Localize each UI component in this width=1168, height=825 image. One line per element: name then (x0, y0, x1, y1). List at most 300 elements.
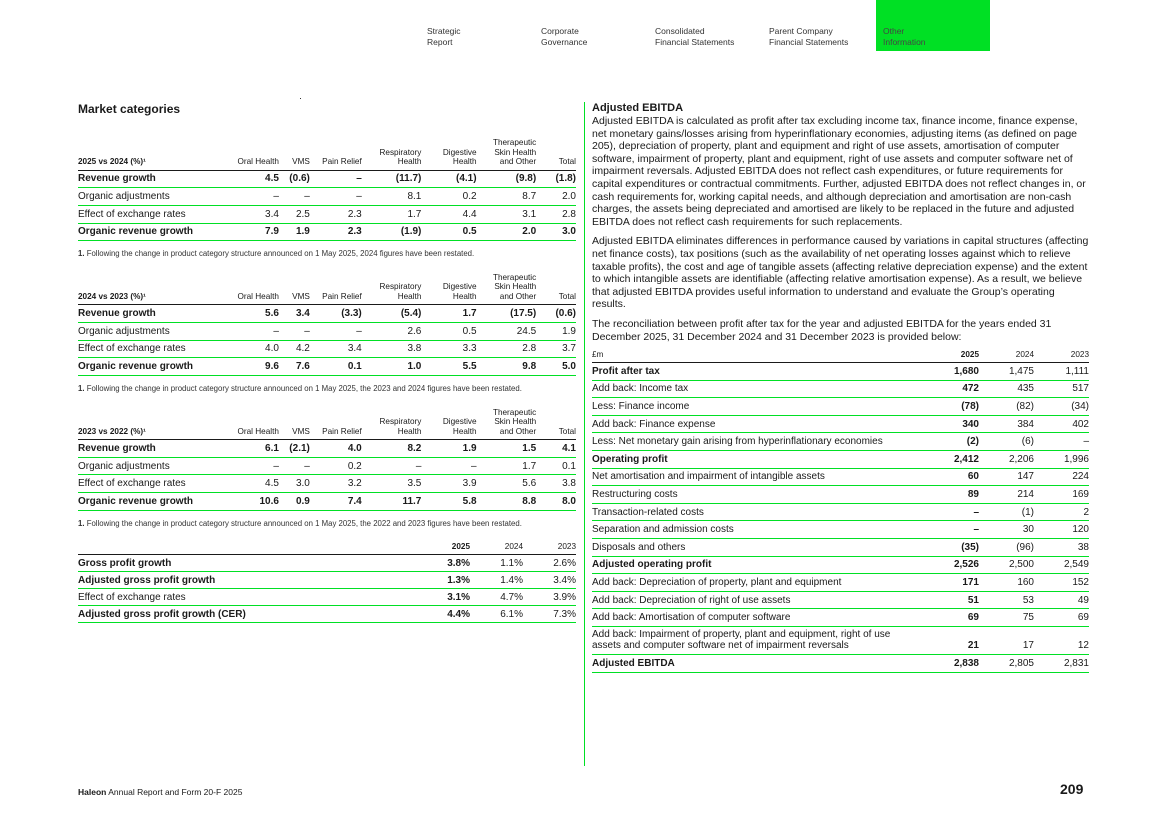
table-row (78, 440, 576, 458)
cell-value: 2.8 (536, 205, 576, 223)
table-row (592, 398, 1089, 416)
cell-value: 38 (1034, 539, 1089, 557)
table-row (592, 433, 1089, 451)
cell-value: 1,996 (1034, 451, 1089, 469)
column-header: Respiratory Health (362, 273, 422, 305)
cell-value: 2,206 (979, 451, 1034, 469)
cell-value: 11.7 (362, 493, 422, 511)
cell-value: 3.0 (279, 475, 310, 493)
table-row (592, 521, 1089, 539)
row-label (592, 451, 922, 469)
cell-value: – (922, 503, 979, 521)
cell-value: – (205, 188, 279, 206)
column-header: VMS (279, 138, 310, 170)
table-period-label: 2024 vs 2023 (%)¹ (78, 273, 205, 305)
row-label-line: Net amortisation and impairment of intangible assets (592, 471, 825, 483)
cell-value: 0.5 (421, 322, 476, 340)
row-label: Revenue growth (78, 170, 205, 188)
footnote-text: Following the change in product category structure announced on 1 May 2025, the 2022 and 2023 figures have been restated. (86, 518, 522, 528)
row-label: Effect of exchange rates (78, 205, 205, 223)
cell-value: 2,526 (922, 556, 979, 574)
row-label-line: Add back: Depreciation of property, plant and equipment (592, 577, 842, 589)
year-header: 2024 (979, 350, 1034, 363)
nav-tab-strategic[interactable] (420, 0, 534, 51)
cell-value: 169 (1034, 486, 1089, 504)
cell-value: 4.4% (418, 606, 470, 623)
table-row (78, 223, 576, 241)
cell-value: 4.7% (470, 589, 523, 606)
section-title: Market categories (78, 102, 181, 116)
cell-value: 2.0 (477, 223, 537, 241)
cell-value: (17.5) (477, 305, 537, 323)
ebitda-title: Adjusted EBITDA (592, 102, 684, 114)
cell-value: 517 (1034, 380, 1089, 398)
cell-value: (0.6) (536, 305, 576, 323)
cell-value: 402 (1034, 415, 1089, 433)
table-row (592, 380, 1089, 398)
cell-value: 3.8% (418, 555, 470, 572)
table-row (592, 539, 1089, 557)
cell-value: 2.6 (362, 322, 422, 340)
cell-value: 3.1 (477, 205, 537, 223)
row-label (592, 539, 922, 557)
table-row (592, 363, 1089, 381)
nav-tab-line2: Financial Statements (655, 36, 735, 47)
row-label: Revenue growth (78, 305, 205, 323)
year-header: 2023 (1034, 350, 1089, 363)
cell-value: 5.6 (477, 475, 537, 493)
row-label (592, 433, 922, 451)
cell-value: 2.3 (310, 205, 362, 223)
cell-value: (5.4) (362, 305, 422, 323)
cell-value: 0.1 (536, 457, 576, 475)
table-row (78, 493, 576, 511)
table-row (78, 475, 576, 493)
cell-value: 51 (922, 591, 979, 609)
nav-tab-line1: Consolidated (655, 26, 705, 36)
cell-value: 4.5 (205, 475, 279, 493)
row-label-line: Operating profit (592, 453, 668, 465)
column-header: VMS (279, 273, 310, 305)
cell-value: 3.2 (310, 475, 362, 493)
cell-value: – (205, 322, 279, 340)
cell-value: 8.1 (362, 188, 422, 206)
table-row (592, 627, 1089, 655)
footnote-text: Following the change in product category structure announced on 1 May 2025, the 2023 and 2024 figures have been restated. (86, 384, 522, 393)
ebitda-paragraph: Adjusted EBITDA eliminates differences in performance caused by variations in capital structures (affecting net finance costs), tax positions (such as the availability of net operating losses against which to relieve taxable profits), the cost and age of tangible assets (affecting relative depreciation expense) and the extent to which intangible assets are identifiable (affecting relative amortisation expense). As a result, we believe that adjusted EBITDA provides useful information to understand and evaluate the Group’s operating results. (592, 235, 1089, 311)
table-row (592, 574, 1089, 592)
column-header: Therapeutic Skin Health and Other (477, 408, 537, 440)
stray-dot (300, 98, 301, 99)
footnote-number: 1. (78, 249, 85, 259)
footnote-text: Following the change in product category structure announced on 1 May 2025, 2024 figures have been restated. (86, 249, 475, 259)
cell-value: 17 (979, 627, 1034, 655)
row-label (592, 363, 922, 381)
cell-value: 1.9 (536, 322, 576, 340)
row-label: Revenue growth (78, 440, 205, 458)
cell-value: – (310, 170, 362, 188)
market-table-1 (78, 138, 576, 241)
column-header: VMS (279, 408, 310, 440)
market-table-3 (78, 408, 576, 511)
cell-value: – (421, 457, 476, 475)
nav-tab-line1: Other (883, 26, 905, 36)
cell-value: 3.7 (536, 340, 576, 358)
cell-value: 1.3% (418, 572, 470, 589)
adjusted-ebitda-section (592, 102, 1089, 673)
cell-value: (1.9) (362, 223, 422, 241)
footer-brand: Haleon (78, 787, 107, 797)
nav-tab-corporate[interactable] (534, 0, 648, 51)
cell-value: 3.8 (362, 340, 422, 358)
cell-value: 1.7 (477, 457, 537, 475)
cell-value: 3.4 (279, 305, 310, 323)
table-row (78, 572, 576, 589)
table-header (78, 408, 576, 440)
row-label-line: Add back: Finance expense (592, 418, 716, 430)
cell-value: 3.0 (536, 223, 576, 241)
cell-value: 0.2 (310, 457, 362, 475)
cell-value: 0.5 (421, 223, 476, 241)
market-table-2 (78, 273, 576, 376)
table-row (78, 188, 576, 206)
column-header: Oral Health (205, 138, 279, 170)
row-label-line: Restructuring costs (592, 489, 678, 501)
table-row (592, 468, 1089, 486)
cell-value: 224 (1034, 468, 1089, 486)
column-header: Therapeutic Skin Health and Other (477, 138, 537, 170)
column-header: Total (536, 138, 576, 170)
column-header: Oral Health (205, 273, 279, 305)
cell-value: (2.1) (279, 440, 310, 458)
cell-value: 3.4% (523, 572, 576, 589)
cell-value: (4.1) (421, 170, 476, 188)
table-row (78, 340, 576, 358)
row-label (592, 556, 922, 574)
unit-header: £m (592, 350, 922, 363)
cell-value: 6.1% (470, 606, 523, 623)
cell-value: 1.1% (470, 555, 523, 572)
nav-tab-line1: Strategic (427, 26, 461, 36)
row-label-line: Adjusted operating profit (592, 559, 712, 571)
cell-value: 7.9 (205, 223, 279, 241)
row-label: Gross profit growth (78, 555, 418, 572)
table-row (78, 170, 576, 188)
cell-value: 69 (922, 609, 979, 627)
footnote-number: 1. (78, 384, 85, 393)
row-label: Organic revenue growth (78, 493, 205, 511)
cell-value: 8.7 (477, 188, 537, 206)
year-header: 2025 (922, 350, 979, 363)
cell-value: 147 (979, 468, 1034, 486)
cell-value: 2,412 (922, 451, 979, 469)
cell-value: – (1034, 433, 1089, 451)
cell-value: 75 (979, 609, 1034, 627)
cell-value: 9.6 (205, 358, 279, 376)
row-label: Organic adjustments (78, 188, 205, 206)
cell-value: 1,680 (922, 363, 979, 381)
footnote (78, 384, 576, 394)
column-header: Pain Relief (310, 138, 362, 170)
cell-value: 2,805 (979, 655, 1034, 673)
cell-value: 89 (922, 486, 979, 504)
market-categories-section (78, 102, 576, 623)
cell-value: (82) (979, 398, 1034, 416)
nav-tab-line1: Corporate (541, 26, 579, 36)
nav-tab-line2: Report (427, 36, 453, 47)
cell-value: 2.0 (536, 188, 576, 206)
cell-value: 6.1 (205, 440, 279, 458)
cell-value: – (279, 188, 310, 206)
row-label (592, 468, 922, 486)
nav-tab-consolidated[interactable] (648, 0, 762, 51)
row-label-line: Transaction-related costs (592, 506, 704, 518)
cell-value: 69 (1034, 609, 1089, 627)
nav-tab-other[interactable] (876, 0, 990, 51)
nav-tab-line1: Parent Company (769, 26, 833, 36)
column-header: Therapeutic Skin Health and Other (477, 273, 537, 305)
cell-value: 1,475 (979, 363, 1034, 381)
year-header: 2025 (418, 542, 470, 555)
cell-value: 1.9 (279, 223, 310, 241)
nav-tab-parent-company[interactable] (762, 0, 876, 51)
table-row (592, 591, 1089, 609)
row-label-line: Add back: Amortisation of computer software (592, 612, 791, 624)
cell-value: 160 (979, 574, 1034, 592)
cell-value: (2) (922, 433, 979, 451)
table-row (78, 358, 576, 376)
cell-value: 3.1% (418, 589, 470, 606)
row-label (592, 655, 922, 673)
cell-value: 0.1 (310, 358, 362, 376)
cell-value: 171 (922, 574, 979, 592)
table-row (592, 609, 1089, 627)
cell-value: 7.4 (310, 493, 362, 511)
row-label: Effect of exchange rates (78, 340, 205, 358)
cell-value: (96) (979, 539, 1034, 557)
footnote (78, 519, 576, 529)
cell-value: (35) (922, 539, 979, 557)
cell-value: (78) (922, 398, 979, 416)
row-label (592, 574, 922, 592)
footer-text: Annual Report and Form 20-F 2025 (106, 787, 243, 797)
column-header: Pain Relief (310, 408, 362, 440)
row-label: Adjusted gross profit growth (CER) (78, 606, 418, 623)
table-header (78, 138, 576, 170)
row-label-line: Less: Finance income (592, 401, 690, 413)
cell-value: 5.0 (536, 358, 576, 376)
cell-value: 3.8 (536, 475, 576, 493)
table-row (78, 606, 576, 623)
footer-title (78, 787, 242, 797)
ebitda-paragraph: The reconciliation between profit after tax for the year and adjusted EBITDA for the years ended 31 December 2025, 31 December 2024 and 31 December 2023 is provided below: (592, 317, 1052, 343)
table-row (78, 205, 576, 223)
row-label: Adjusted gross profit growth (78, 572, 418, 589)
row-label: Organic revenue growth (78, 223, 205, 241)
cell-value: 2.8 (477, 340, 537, 358)
cell-value: 3.4 (205, 205, 279, 223)
table-row (592, 486, 1089, 504)
cell-value: 1.7 (421, 305, 476, 323)
cell-value: 120 (1034, 521, 1089, 539)
cell-value: – (310, 322, 362, 340)
cell-value: 2.3 (310, 223, 362, 241)
blank-header (78, 542, 418, 555)
cell-value: 4.0 (205, 340, 279, 358)
cell-value: 4.1 (536, 440, 576, 458)
column-header: Respiratory Health (362, 138, 422, 170)
column-header: Pain Relief (310, 273, 362, 305)
cell-value: 3.9% (523, 589, 576, 606)
cell-value: 2,838 (922, 655, 979, 673)
cell-value: – (310, 188, 362, 206)
row-label-line: Add back: Depreciation of right of use assets (592, 594, 791, 606)
table-row (78, 555, 576, 572)
cell-value: 3.5 (362, 475, 422, 493)
row-label (592, 486, 922, 504)
cell-value: 2,500 (979, 556, 1034, 574)
cell-value: 49 (1034, 591, 1089, 609)
cell-value: 30 (979, 521, 1034, 539)
cell-value: 9.8 (477, 358, 537, 376)
cell-value: 8.2 (362, 440, 422, 458)
cell-value: (9.8) (477, 170, 537, 188)
cell-value: (11.7) (362, 170, 422, 188)
row-label: Organic adjustments (78, 457, 205, 475)
cell-value: 3.9 (421, 475, 476, 493)
cell-value: 340 (922, 415, 979, 433)
table-row (592, 451, 1089, 469)
year-header: 2023 (523, 542, 576, 555)
footnote-number: 1. (78, 518, 85, 528)
cell-value: (1.8) (536, 170, 576, 188)
column-divider (584, 102, 585, 766)
cell-value: 2,831 (1034, 655, 1089, 673)
row-label (592, 521, 922, 539)
cell-value: 2,549 (1034, 556, 1089, 574)
cell-value: – (362, 457, 422, 475)
row-label-line: Less: Net monetary gain arising from hyperinflationary economies (592, 436, 883, 448)
cell-value: (3.3) (310, 305, 362, 323)
table-header (592, 350, 1089, 363)
row-label-line: Adjusted EBITDA (592, 657, 675, 669)
cell-value: 2 (1034, 503, 1089, 521)
table-row (592, 556, 1089, 574)
cell-value: 3.4 (310, 340, 362, 358)
table-row (78, 589, 576, 606)
cell-value: 472 (922, 380, 979, 398)
table-header (78, 542, 576, 555)
cell-value: 5.6 (205, 305, 279, 323)
cell-value: 4.5 (205, 170, 279, 188)
row-label-line: Add back: Income tax (592, 383, 689, 395)
row-label-line: Profit after tax (592, 365, 660, 377)
column-header: Oral Health (205, 408, 279, 440)
cell-value: 435 (979, 380, 1034, 398)
top-navigation (420, 0, 990, 51)
cell-value: 2.5 (279, 205, 310, 223)
cell-value: 5.8 (421, 493, 476, 511)
ebitda-paragraphs (592, 115, 1089, 343)
row-label (592, 627, 922, 655)
cell-value: 24.5 (477, 322, 537, 340)
cell-value: 1.0 (362, 358, 422, 376)
row-label: Effect of exchange rates (78, 589, 418, 606)
cell-value: – (922, 521, 979, 539)
gross-profit-table (78, 542, 576, 623)
row-label (592, 398, 922, 416)
column-header: Total (536, 408, 576, 440)
cell-value: 1.4% (470, 572, 523, 589)
cell-value: 1.7 (362, 205, 422, 223)
cell-value: 12 (1034, 627, 1089, 655)
row-label (592, 609, 922, 627)
column-header: Respiratory Health (362, 408, 422, 440)
cell-value: 8.0 (536, 493, 576, 511)
row-label (592, 415, 922, 433)
row-label: Organic revenue growth (78, 358, 205, 376)
cell-value: 1,111 (1034, 363, 1089, 381)
cell-value: 4.4 (421, 205, 476, 223)
row-label-line: Add back: Impairment of property, plant and equipment, right of use (592, 629, 891, 640)
year-header: 2024 (470, 542, 523, 555)
column-header: Total (536, 273, 576, 305)
cell-value: – (205, 457, 279, 475)
cell-value: (0.6) (279, 170, 310, 188)
cell-value: (6) (979, 433, 1034, 451)
row-label-line: Separation and admission costs (592, 524, 734, 536)
table-row (592, 503, 1089, 521)
cell-value: 3.3 (421, 340, 476, 358)
cell-value: 53 (979, 591, 1034, 609)
row-label-line: assets and computer software net of impairment reversals (592, 640, 849, 651)
table-period-label: 2025 vs 2024 (%)¹ (78, 138, 205, 170)
cell-value: (1) (979, 503, 1034, 521)
nav-tab-line2: Information (883, 36, 926, 47)
row-label (592, 380, 922, 398)
nav-tab-line2: Governance (541, 36, 588, 47)
table-period-label: 2023 vs 2022 (%)¹ (78, 408, 205, 440)
cell-value: 152 (1034, 574, 1089, 592)
page-number: 209 (1060, 781, 1084, 797)
cell-value: 10.6 (205, 493, 279, 511)
table-row (78, 322, 576, 340)
column-header: Digestive Health (421, 408, 476, 440)
cell-value: 21 (922, 627, 979, 655)
ebitda-reconciliation-table (592, 350, 1089, 673)
cell-value: 384 (979, 415, 1034, 433)
cell-value: 4.0 (310, 440, 362, 458)
cell-value: 7.3% (523, 606, 576, 623)
row-label (592, 591, 922, 609)
cell-value: – (279, 322, 310, 340)
footnote (78, 249, 576, 259)
cell-value: (34) (1034, 398, 1089, 416)
row-label (592, 503, 922, 521)
cell-value: 1.5 (477, 440, 537, 458)
cell-value: – (279, 457, 310, 475)
table-row (592, 415, 1089, 433)
row-label: Organic adjustments (78, 322, 205, 340)
market-tables (78, 138, 576, 528)
table-row (592, 655, 1089, 673)
cell-value: 8.8 (477, 493, 537, 511)
cell-value: 5.5 (421, 358, 476, 376)
cell-value: 4.2 (279, 340, 310, 358)
table-row (78, 457, 576, 475)
cell-value: 0.2 (421, 188, 476, 206)
cell-value: 7.6 (279, 358, 310, 376)
